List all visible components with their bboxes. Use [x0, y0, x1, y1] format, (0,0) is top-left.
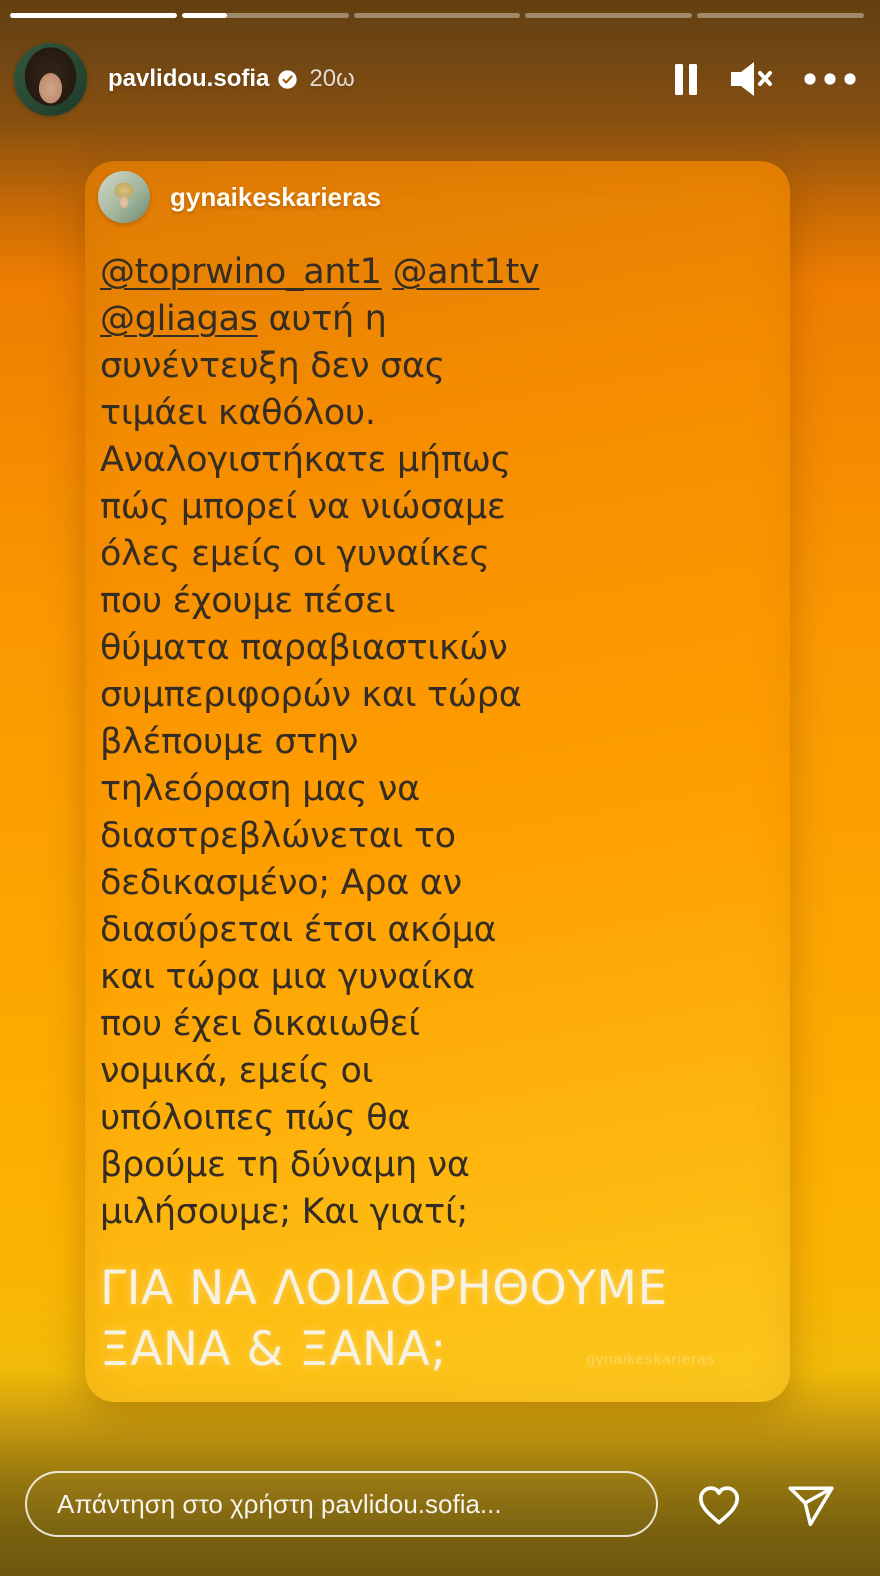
- reply-input[interactable]: [27, 1473, 656, 1535]
- card-username[interactable]: gynaikeskarieras: [170, 181, 382, 212]
- story-text-line: πώς μπορεί να νιώσαμε: [100, 487, 506, 527]
- story-text-line: [100, 296, 772, 343]
- watermark: gynaikeskarieras: [586, 1351, 715, 1368]
- story-text-line: τηλεόραση μας να: [100, 769, 420, 809]
- story-text-line: υπόλοιπες πώς θα: [100, 1098, 411, 1138]
- more-options-icon[interactable]: [804, 73, 856, 85]
- reply-bar: [25, 1471, 658, 1537]
- pause-icon[interactable]: [674, 64, 698, 95]
- mention-link[interactable]: @gliagas: [100, 299, 258, 339]
- story-text-line: διασύρεται έτσι ακόμα: [100, 910, 497, 950]
- username[interactable]: pavlidou.sofia: [108, 65, 270, 92]
- story-text-line: όλες εμείς οι γυναίκες: [100, 534, 490, 574]
- heart-icon[interactable]: [692, 1479, 746, 1536]
- story-progress-bar: [10, 13, 864, 18]
- story-text-line: Αναλογιστήκατε μήπως: [100, 440, 511, 480]
- story-segment[interactable]: [354, 13, 521, 18]
- verified-badge-icon: [277, 69, 298, 90]
- story-text-line: συνέντευξη δεν σας: [100, 346, 445, 386]
- avatar[interactable]: [14, 43, 87, 116]
- story-text-line: τιμάει καθόλου.: [100, 393, 376, 433]
- story-text-line: διαστρεβλώνεται το: [100, 816, 456, 856]
- story-text-line: που έχει δικαιωθεί: [100, 1004, 420, 1044]
- story-text-line: και τώρα μια γυναίκα: [100, 957, 475, 997]
- story-text-line: συμπεριφορών και τώρα: [100, 675, 522, 715]
- avatar[interactable]: [98, 171, 150, 223]
- story-segment-fill: [182, 13, 227, 18]
- story-text-line: που έχουμε πέσει: [100, 581, 396, 621]
- volume-off-icon[interactable]: [728, 60, 774, 98]
- story-text-line: [100, 249, 772, 296]
- card-header: [98, 171, 381, 223]
- highlight-text-line: ΓΙΑ ΝΑ ΛΟΙΔΟΡΗΘΟΥΜΕ: [100, 1261, 668, 1316]
- story-text: [100, 249, 772, 1380]
- story-segment[interactable]: [182, 13, 349, 18]
- mention-link[interactable]: @toprwino_ant1: [100, 252, 382, 292]
- highlight-text-line: ΞΑΝΑ & ΞΑΝΑ;: [100, 1322, 447, 1377]
- story-text-span: αυτή η: [268, 299, 387, 339]
- story-timestamp: 20ω: [309, 65, 355, 92]
- story-segment-fill: [10, 13, 177, 18]
- mention-link[interactable]: @ant1tv: [392, 252, 540, 292]
- story-text-line: νομικά, εμείς οι: [100, 1051, 374, 1091]
- reshared-post-card[interactable]: [85, 161, 790, 1402]
- story-text-line: βρούμε τη δύναμη να: [100, 1145, 470, 1185]
- story-text-line: θύματα παραβιαστικών: [100, 628, 508, 668]
- story-segment[interactable]: [525, 13, 692, 18]
- share-icon[interactable]: [786, 1482, 836, 1537]
- story-header: [14, 42, 856, 116]
- story-segment[interactable]: [10, 13, 177, 18]
- story-text-line: μιλήσουμε; Και γιατί;: [100, 1192, 468, 1232]
- story-text-line: βλέπουμε στην: [100, 722, 359, 762]
- story-text-line: δεδικασμένο; Αρα αν: [100, 863, 462, 903]
- story-segment[interactable]: [697, 13, 864, 18]
